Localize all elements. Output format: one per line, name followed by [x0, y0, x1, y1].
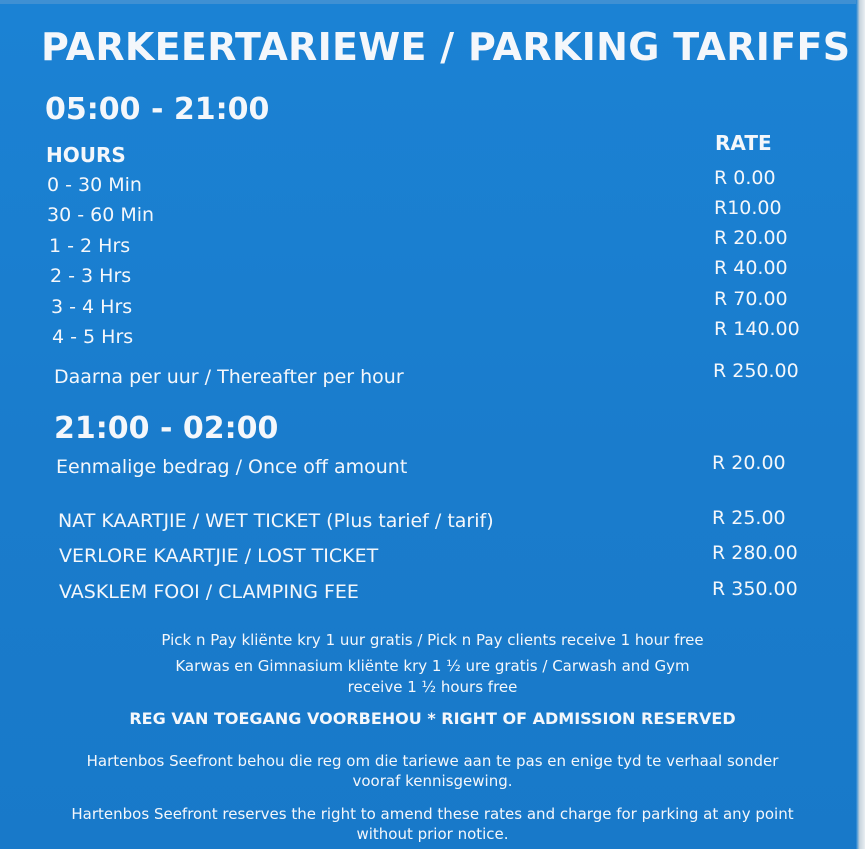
tariff-label: 30 - 60 Min: [47, 204, 155, 226]
hours-header: HOURS: [46, 143, 126, 167]
disclaimer-afrikaans: [30, 751, 835, 791]
thereafter-rate: R 250.00: [713, 360, 799, 382]
wet-ticket-rate: R 25.00: [712, 507, 786, 529]
once-off-rate: R 20.00: [712, 452, 786, 474]
sign-title: PARKEERTARIEWE / PARKING TARIFFS: [41, 25, 851, 69]
tariff-rate: R 70.00: [714, 288, 788, 310]
tariff-rate: R 0.00: [714, 167, 776, 189]
once-off-label: Eenmalige bedrag / Once off amount: [56, 456, 408, 478]
tariff-label: 1 - 2 Hrs: [49, 235, 131, 257]
disclaimer-af-line2: vooraf kennisgewing.: [352, 772, 513, 790]
disclaimer-en-line1: Hartenbos Seefront reserves the right to amend these rates and charge for parking at any point: [71, 805, 794, 823]
carwash-gym-note: Karwas en Gimnasium kliënte kry 1 ½ ure gratis / Carwash and Gym: [175, 657, 690, 675]
rate-header: RATE: [715, 131, 772, 155]
tariff-rate: R 140.00: [714, 318, 800, 340]
wet-ticket-label: NAT KAARTJIE / WET TICKET (Plus tarief / tarif): [58, 510, 494, 532]
tariff-label: 0 - 30 Min: [47, 174, 142, 196]
carwash-gym-note-cont: receive 1 ½ hours free: [347, 678, 518, 696]
tariff-rate: R10.00: [714, 197, 782, 219]
thereafter-label: Daarna per uur / Thereafter per hour: [54, 366, 404, 388]
sign-right-edge: [856, 0, 865, 849]
sign-top-edge: [0, 0, 865, 4]
tariff-rate: R 40.00: [714, 257, 788, 279]
day-time-range: 05:00 - 21:00: [45, 92, 270, 127]
pick-n-pay-note: Pick n Pay kliënte kry 1 uur gratis / Pick n Pay clients receive 1 hour free: [161, 631, 704, 649]
admission-reserved: REG VAN TOEGANG VOORBEHOU * RIGHT OF ADMISSION RESERVED: [129, 709, 736, 728]
lost-ticket-rate: R 280.00: [712, 542, 798, 564]
tariff-label: 2 - 3 Hrs: [50, 265, 132, 287]
disclaimer-af-line1: Hartenbos Seefront behou die reg om die tariewe aan te pas en enige tyd te verhaal sonder: [86, 752, 779, 770]
free-parking-notes: [40, 630, 825, 698]
disclaimer-en-line2: without prior notice.: [356, 825, 509, 843]
clamping-fee-rate: R 350.00: [712, 578, 798, 600]
clamping-fee-label: VASKLEM FOOI / CLAMPING FEE: [59, 581, 359, 603]
tariff-rate: R 20.00: [714, 227, 788, 249]
disclaimer-english: [30, 804, 835, 844]
tariff-label: 4 - 5 Hrs: [52, 326, 134, 348]
tariff-label: 3 - 4 Hrs: [51, 296, 133, 318]
night-time-range: 21:00 - 02:00: [54, 411, 279, 446]
lost-ticket-label: VERLORE KAARTJIE / LOST TICKET: [59, 545, 379, 567]
